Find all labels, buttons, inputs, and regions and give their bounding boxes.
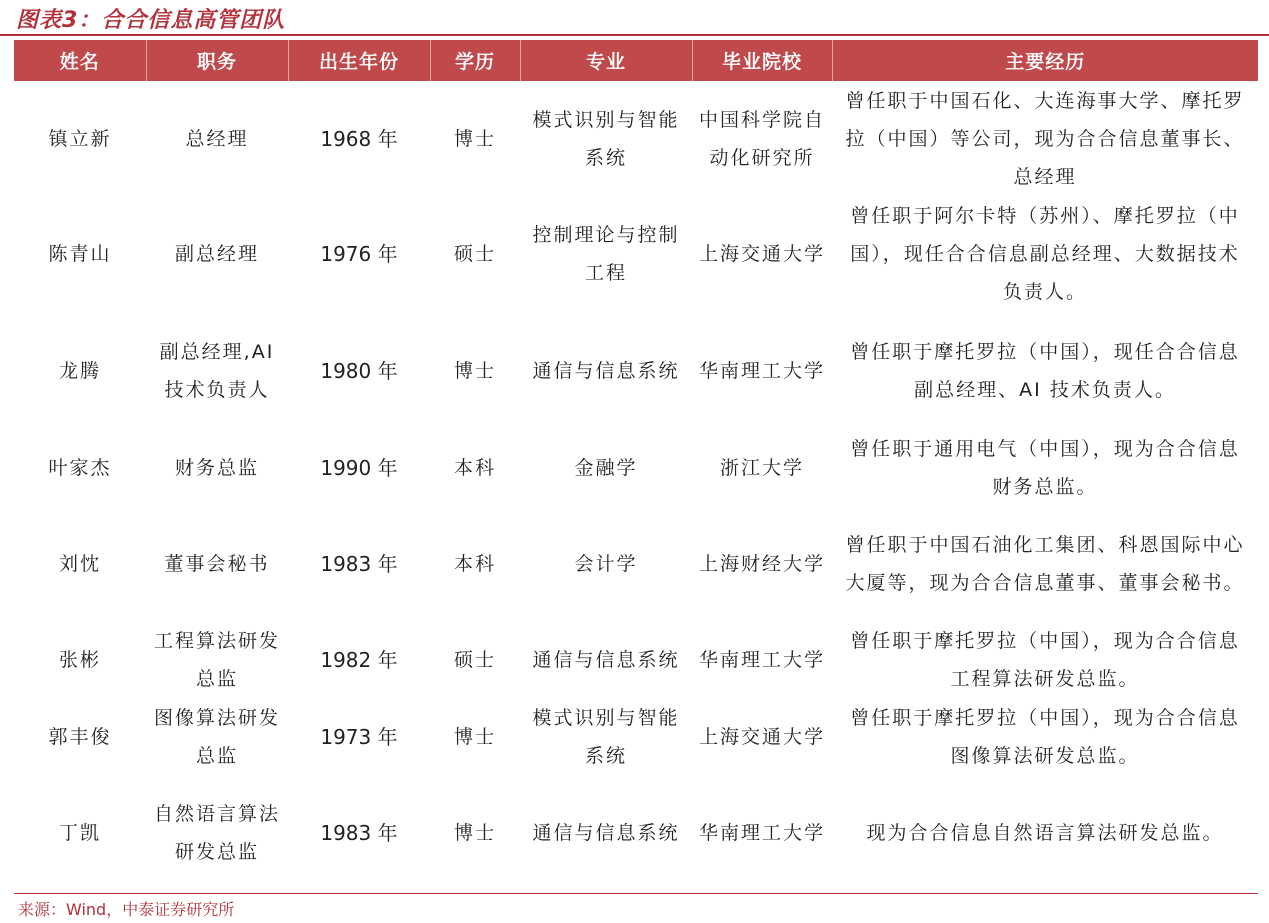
cell-degree: 硕士 xyxy=(453,649,496,671)
table-row xyxy=(14,312,1258,429)
cell-name: 郭丰俊 xyxy=(48,726,112,748)
source-note: 来源：Wind，中泰证券研究所 xyxy=(18,900,235,919)
cell-year: 1982 年 xyxy=(320,648,398,672)
table-row xyxy=(14,429,1258,506)
cell-experience: 曾任职于摩托罗拉（中国），现为合合信息工程算法研发总监。 xyxy=(850,630,1240,690)
cell-name: 刘忱 xyxy=(58,552,101,575)
cell-name: 陈青山 xyxy=(48,243,112,265)
header-row xyxy=(14,40,1258,81)
cell-major: 会计学 xyxy=(574,552,638,575)
cell-name: 龙腾 xyxy=(58,359,101,382)
table-row xyxy=(14,81,1258,196)
cell-experience: 曾任职于摩托罗拉（中国），现任合合信息副总经理、AI 技术负责人。 xyxy=(850,340,1240,401)
cell-name: 丁凯 xyxy=(58,822,101,844)
cell-name: 镇立新 xyxy=(48,127,112,150)
cell-experience: 曾任职于阿尔卡特（苏州）、摩托罗拉（中国），现任合合信息副总经理、大数据技术负责人。 xyxy=(850,205,1240,303)
cell-degree: 硕士 xyxy=(453,243,496,265)
cell-major: 通信与信息系统 xyxy=(532,359,680,382)
cell-degree: 博士 xyxy=(453,822,496,844)
cell-degree: 本科 xyxy=(453,456,496,479)
cell-year: 1990 年 xyxy=(320,455,398,480)
cell-title: 自然语言算法研发总监 xyxy=(153,803,280,863)
cell-degree: 博士 xyxy=(453,127,496,150)
header-experience: 主要经历 xyxy=(832,40,1258,81)
cell-major: 模式识别与智能系统 xyxy=(532,108,680,169)
cell-year: 1980 年 xyxy=(320,358,398,383)
cell-school: 浙江大学 xyxy=(719,456,804,479)
header-title: 职务 xyxy=(146,40,288,81)
cell-name: 张彬 xyxy=(58,649,101,671)
cell-experience: 曾任职于中国石化、大连海事大学、摩托罗拉（中国）等公司，现为合合信息董事长、总经理 xyxy=(845,89,1245,188)
cell-experience: 曾任职于通用电气（中国），现为合合信息财务总监。 xyxy=(850,437,1240,498)
cell-year: 1983 年 xyxy=(320,821,398,845)
cell-school: 华南理工大学 xyxy=(698,649,825,671)
cell-school: 华南理工大学 xyxy=(698,822,825,844)
cell-year: 1976 年 xyxy=(320,242,398,266)
header-school: 毕业院校 xyxy=(692,40,832,81)
cell-name: 叶家杰 xyxy=(48,456,112,479)
header-year: 出生年份 xyxy=(288,40,430,81)
cell-experience: 曾任职于中国石油化工集团、科恩国际中心大厦等，现为合合信息董事、董事会秘书。 xyxy=(845,533,1245,594)
cell-title: 图像算法研发总监 xyxy=(153,707,280,767)
cell-experience: 现为合合信息自然语言算法研发总监。 xyxy=(866,822,1224,844)
cell-major: 控制理论与控制工程 xyxy=(532,224,680,284)
cell-degree: 本科 xyxy=(453,552,496,575)
cell-title: 董事会秘书 xyxy=(164,552,270,575)
cell-title: 财务总监 xyxy=(174,456,259,479)
cell-title: 副总经理 xyxy=(174,243,259,265)
cell-title: 工程算法研发总监 xyxy=(153,630,280,690)
cell-school: 上海交通大学 xyxy=(698,726,825,748)
cell-major: 金融学 xyxy=(574,456,638,479)
executive-table xyxy=(14,40,1258,891)
cell-year: 1968 年 xyxy=(320,126,398,151)
bottom-rule xyxy=(14,893,1258,894)
cell-title: 总经理 xyxy=(185,127,249,150)
table-row xyxy=(14,775,1258,891)
cell-school: 中国科学院自动化研究所 xyxy=(698,108,825,169)
cell-major: 通信与信息系统 xyxy=(532,649,680,671)
header-degree: 学历 xyxy=(430,40,520,81)
table-row xyxy=(14,699,1258,775)
table-row xyxy=(14,196,1258,312)
cell-major: 通信与信息系统 xyxy=(532,822,680,844)
cell-year: 1973 年 xyxy=(320,725,398,749)
header-major: 专业 xyxy=(520,40,692,81)
cell-title: 副总经理,AI 技术负责人 xyxy=(159,340,275,401)
cell-school: 华南理工大学 xyxy=(698,359,825,382)
title-bar xyxy=(0,0,1269,36)
header-name: 姓名 xyxy=(14,40,146,81)
figure-title: 图表3：合合信息高管团队 xyxy=(16,8,286,33)
cell-major: 模式识别与智能系统 xyxy=(532,707,680,767)
table-row xyxy=(14,506,1258,621)
cell-school: 上海财经大学 xyxy=(698,552,825,575)
cell-degree: 博士 xyxy=(453,726,496,748)
cell-school: 上海交通大学 xyxy=(698,243,825,265)
cell-degree: 博士 xyxy=(453,359,496,382)
table-row xyxy=(14,621,1258,699)
cell-year: 1983 年 xyxy=(320,551,398,576)
cell-experience: 曾任职于摩托罗拉（中国），现为合合信息图像算法研发总监。 xyxy=(850,707,1240,767)
